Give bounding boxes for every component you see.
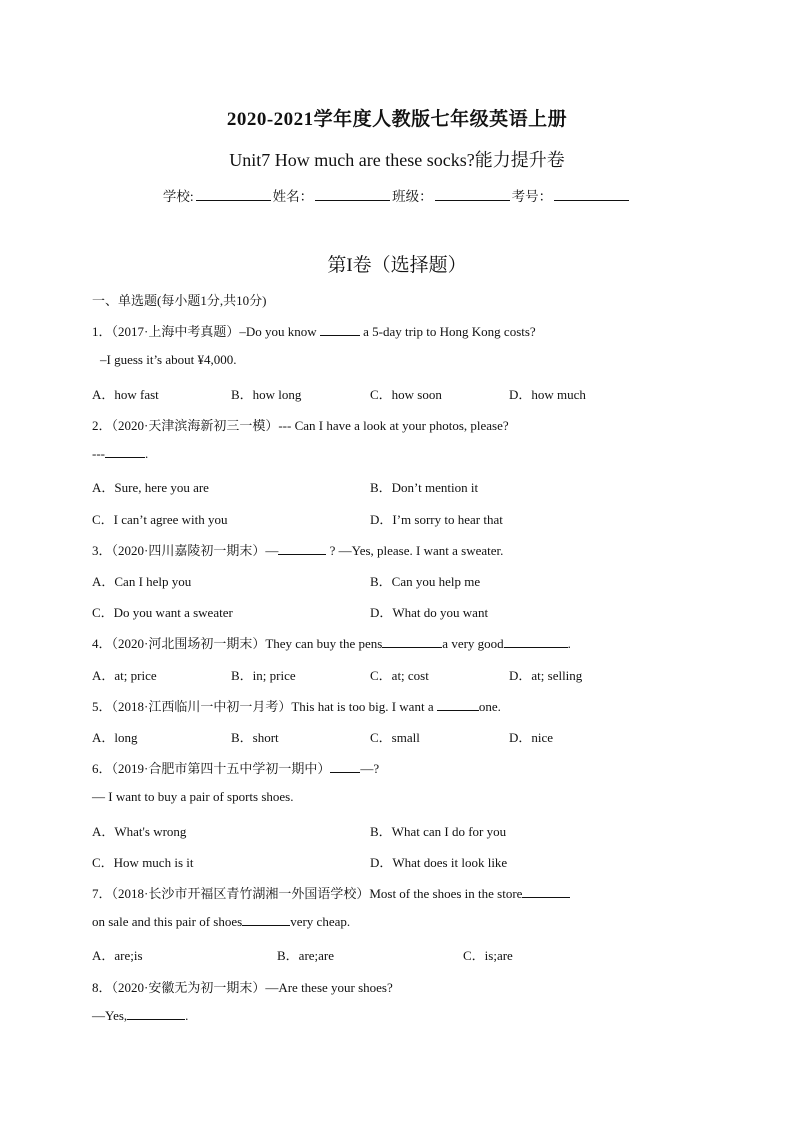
option[interactable]: D．how much [509,387,586,402]
question-5-stem: 5．（2018·江西临川一中初一月考）This hat is too big. I want a one. [92,699,501,714]
answer-blank [522,886,570,898]
option[interactable]: A．are;is [92,948,143,963]
exam-subtitle: Unit7 How much are these socks?能力提升卷 [229,150,565,170]
option[interactable]: D．I’m sorry to hear that [370,512,503,527]
name-label: 姓名： [272,189,314,204]
option[interactable]: B．short [231,730,279,745]
answer-blank [242,914,290,926]
option[interactable]: D．What does it look like [370,855,508,870]
question-8-reply: —Yes, . [92,1008,189,1023]
option[interactable]: D．at; selling [509,668,583,683]
option[interactable]: A．how fast [92,387,159,402]
class-field[interactable] [435,188,510,201]
exam-title: 2020-2021学年度人教版七年级英语上册 [226,109,568,130]
question-2-reply: --- . [92,446,149,461]
option[interactable]: A．Can I help you [92,574,192,589]
name-field[interactable] [315,188,390,201]
option[interactable]: B．Can you help me [370,574,481,589]
question-6-reply: — I want to buy a pair of sports shoes. [92,789,294,804]
question-1-stem: 1．（2017·上海中考真题）–Do you know a 5-day trip to Hong Kong costs? [92,324,536,339]
answer-blank [504,636,568,648]
option[interactable]: C．How much is it [92,855,194,870]
class-label: 班级： [392,189,433,204]
option[interactable]: D．nice [509,730,554,745]
option[interactable]: A．long [92,730,138,745]
answer-blank [437,699,479,711]
option[interactable]: B．What can I do for you [370,824,507,839]
answer-blank [330,761,360,773]
option[interactable]: C．is;are [463,948,513,963]
school-label: 学校: [162,189,194,204]
question-4-stem: 4．（2020·河北围场初一期末）They can buy the pens a very good . [92,636,571,651]
option[interactable]: C．Do you want a sweater [92,605,233,620]
id-field[interactable] [554,188,629,201]
part-title: 第I卷（选择题） [327,255,467,276]
option[interactable]: C．I can’t agree with you [92,512,228,527]
option[interactable]: C．at; cost [370,668,429,683]
question-2-stem: 2．（2020·天津滨海新初三一模）--- Can I have a look at your photos, please? [92,418,509,433]
option[interactable]: C．how soon [370,387,442,402]
question-7-stem-cont: on sale and this pair of shoes very cheap. [92,914,351,929]
option[interactable]: B．how long [231,387,302,402]
answer-blank [382,636,442,648]
school-field[interactable] [196,188,271,201]
student-info-row [0,185,794,205]
answer-blank [127,1008,185,1020]
question-1-reply: –I guess it’s about ¥4,000. [100,352,237,367]
option[interactable]: B．Don’t mention it [370,480,479,495]
question-7-stem: 7．（2018·长沙市开福区青竹湖湘一外国语学校）Most of the shoes in the store [92,883,570,902]
answer-blank [320,324,360,336]
option[interactable]: A．Sure, here you are [92,480,209,495]
id-label: 考号： [511,189,553,204]
answer-blank [278,543,326,555]
option[interactable]: B．are;are [277,948,335,963]
option[interactable]: B．in; price [231,668,296,683]
question-6-stem: 6．（2019·合肥市第四十五中学初一期中） —? [92,761,380,776]
answer-blank [105,446,145,458]
option[interactable]: C．small [370,730,420,745]
option[interactable]: D．What do you want [370,605,489,620]
section-title: 一、单选题(每小题1分,共10分) [92,293,267,308]
option[interactable]: A．What's wrong [92,824,187,839]
option[interactable]: A．at; price [92,668,157,683]
question-8-stem: 8．（2020·安徽无为初一期末）—Are these your shoes? [92,980,393,995]
question-3-stem: 3．（2020·四川嘉陵初一期末）— ? —Yes, please. I want a sweater. [92,543,504,558]
